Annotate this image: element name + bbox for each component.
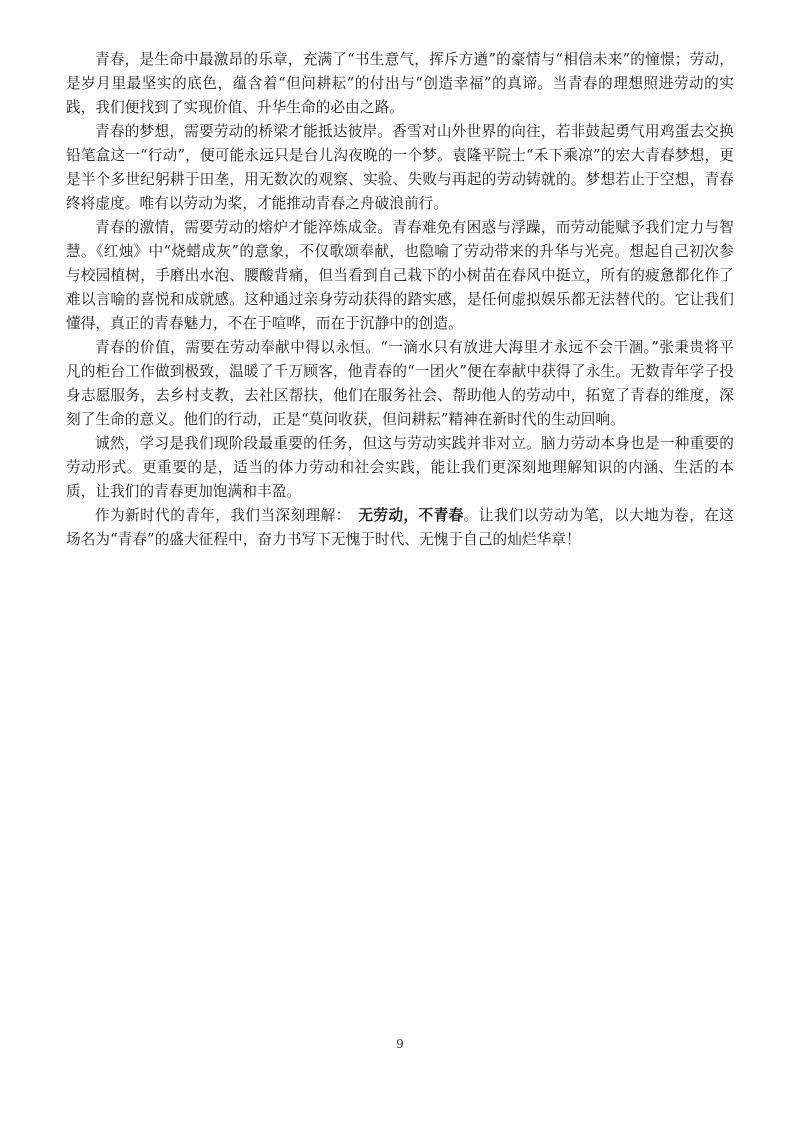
closing-tail-text: 。让我们以劳动为笔，以大地为卷，在这场名为“青春”的盛大征程中，奋力书写下无愧于时代、无愧于自己的灿烂华章！: [66, 507, 734, 548]
paragraph-passion: 青春的激情，需要劳动的熔炉才能淬炼成金。青春难免有困惑与浮躁，而劳动能赋予我们定力与智慧。《红烛》中“烧蜡成灰”的意象，不仅歌颂奉献，也隐喻了劳动带来的升华与光亮。想起自己初次参与校园植树，手磨出水泡、腰酸背痛，但当看到自己栽下的小树苗在春风中挺立，所有的疲惫都化作了难以言喻的喜悦和成就感。这种通过亲身劳动获得的踏实感，是任何虚拟娱乐都无法替代的。它让我们懂得，真正的青春魅力，不在于喧哗，而在于沉静中的创造。: [66, 219, 734, 332]
paragraph-study: 诚然，学习是我们现阶段最重要的任务，但这与劳动实践并非对立。脑力劳动本身也是一种重要的劳动形式。更重要的是，适当的体力劳动和社会实践，能让我们更深刻地理解知识的内涵、生活的本质，让我们的青春更加饱满和丰盈。: [66, 435, 734, 500]
paragraph-value: 青春的价值，需要在劳动奉献中得以永恒。“一滴水只有放进大海里才永远不会干涸。”张秉贵将平凡的柜台工作做到极致，温暖了千万顾客，他青春的“一团火”便在奉献中获得了永生。无数青年学子投身志愿服务，去乡村支教，去社区帮扶，他们在服务社会、帮助他人的劳动中，拓宽了青春的维度，深刻了生命的意义。他们的行动，正是“莫问收获，但问耕耘”精神在新时代的生动回响。: [66, 339, 734, 428]
closing-lead-text: 作为新时代的青年，我们当深刻理解：: [95, 507, 359, 524]
document-body: [66, 48, 734, 552]
page-number: 9: [396, 1037, 404, 1051]
closing-emphasis-text: 无劳动，不青春: [358, 507, 464, 524]
paragraph-dream: 青春的梦想，需要劳动的桥梁才能抵达彼岸。香雪对山外世界的向往，若非鼓起勇气用鸡蛋去交换铅笔盒这一“行动”，便可能永远只是台儿沟夜晚的一个梦。袁隆平院士“禾下乘凉”的宏大青春梦想，更是半个多世纪躬耕于田垄，用无数次的观察、实验、失败与再起的劳动铸就的。梦想若止于空想，青春终将虚度。唯有以劳动为桨，才能推动青春之舟破浪前行。: [66, 123, 734, 212]
paragraph-intro: 青春，是生命中最激昂的乐章，充满了“书生意气，挥斥方遒”的豪情与“相信未来”的憧憬；劳动，是岁月里最坚实的底色，蕴含着“但问耕耘”的付出与“创造幸福”的真谛。当青春的理想照进劳动的实践，我们便找到了实现价值、升华生命的必由之路。: [66, 51, 734, 116]
paragraph-closing: [66, 504, 734, 552]
